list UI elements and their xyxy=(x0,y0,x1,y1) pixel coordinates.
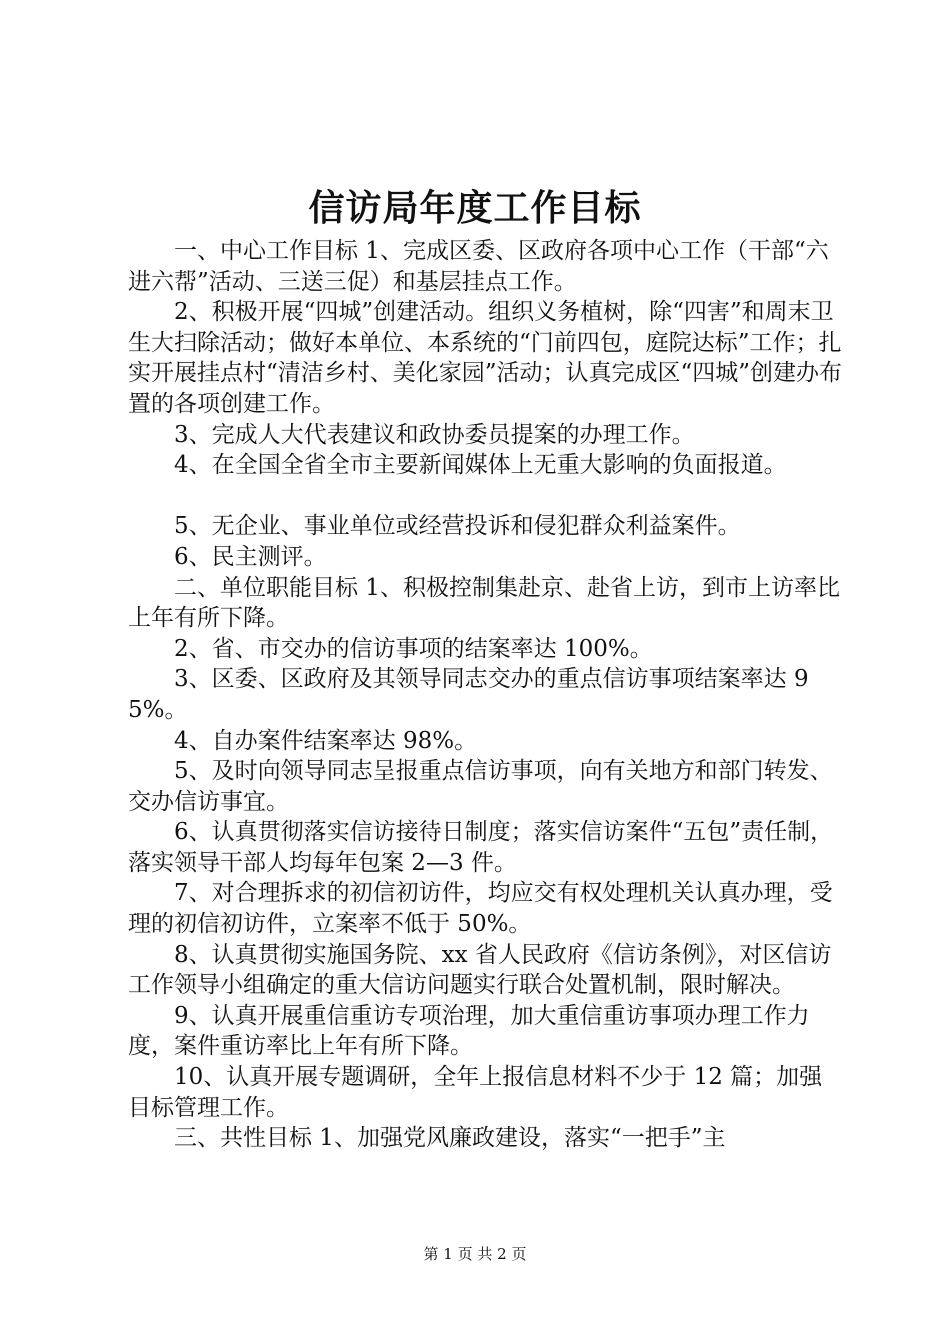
paragraph: 5、无企业、事业单位或经营投诉和侵犯群众利益案件。 xyxy=(174,513,741,540)
page-number-footer: 第 1 页 共 2 页 xyxy=(423,1245,527,1263)
document-body xyxy=(128,236,843,1154)
paragraph: 2、积极开展“四城”创建活动。组织义务植树，除“四害”和周末卫生大扫除活动；做好本单位、本系统的“门前四包，庭院达标”工作；扎实开展挂点村“清洁乡村、美化家园”活动；认真完成区“四城”创建办布置的各项创建工作。 xyxy=(128,299,843,417)
paragraph: 8、认真贯彻实施国务院、xx 省人民政府《信访条例》，对区信访工作领导小组确定的重大信访问题实行联合处置机制，限时解决。 xyxy=(128,941,832,999)
paragraph: 9、认真开展重信重访专项治理，加大重信重访事项办理工作力度，案件重访率比上年有所下降。 xyxy=(128,1002,810,1060)
paragraph: 6、民主测评。 xyxy=(174,543,327,570)
paragraph: 3、完成人大代表建议和政协委员提案的办理工作。 xyxy=(174,421,695,448)
blank-line xyxy=(128,481,843,512)
paragraph: 10、认真开展专题调研，全年上报信息材料不少于 12 篇；加强目标管理工作。 xyxy=(128,1064,823,1121)
paragraph: 二、单位职能目标 1、积极控制集赴京、赴省上访，到市上访率比上年有所下降。 xyxy=(128,574,840,632)
paragraph: 4、在全国全省全市主要新闻媒体上无重大影响的负面报道。 xyxy=(174,452,787,479)
paragraph: 2、省、市交办的信访事项的结案率达 100%。 xyxy=(174,635,653,662)
paragraph: 3、区委、区政府及其领导同志交办的重点信访事项结案率达 95%。 xyxy=(128,666,809,723)
paragraph: 5、及时向领导同志呈报重点信访事项，向有关地方和部门转发、交办信访事宜。 xyxy=(128,758,833,815)
paragraph: 一、中心工作目标 1、完成区委、区政府各项中心工作（干部“六进六帮”活动、三送三促）和基层挂点工作。 xyxy=(128,238,829,295)
paragraph: 7、对合理拆求的初信初访件，均应交有权处理机关认真办理，受理的初信初访件，立案率不低于 50%。 xyxy=(128,880,833,938)
paragraph: 4、自办案件结案率达 98%。 xyxy=(174,727,478,754)
document-title: 信访局年度工作目标 xyxy=(308,187,642,229)
paragraph: 三、共性目标 1、加强党风廉政建设，落实“一把手”主 xyxy=(174,1125,726,1152)
paragraph: 6、认真贯彻落实信访接待日制度；落实信访案件“五包”责任制，落实领导干部人均每年包案 2—3 件。 xyxy=(128,819,834,876)
